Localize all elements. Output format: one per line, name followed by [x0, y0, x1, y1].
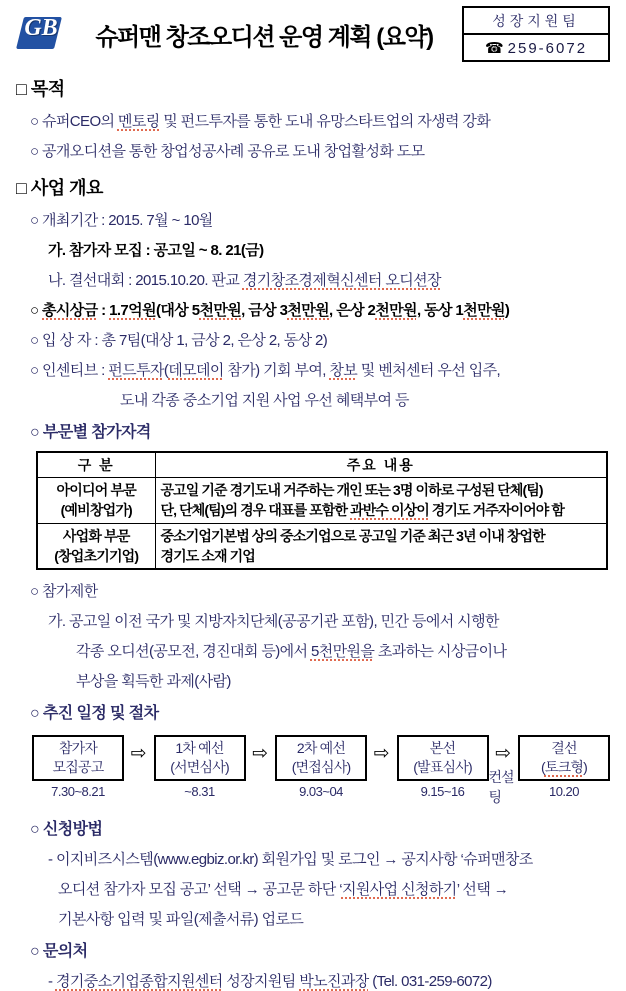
row2-category-line2: (창업초기기업) [54, 547, 139, 564]
restriction-line-2 [76, 640, 610, 661]
flow-stage-prelim2 [275, 735, 367, 799]
stage-line2 [156, 758, 244, 777]
stage-line1: 1차 예선 [175, 740, 224, 757]
stage-date: 9.15~16 [420, 783, 465, 799]
text-segment: 공고일 기준 경기도내 거주하는 개인 또는 3명 이하로 구성된 단체(팀) [160, 482, 543, 498]
table-row [37, 523, 607, 569]
stage-line2 [34, 758, 122, 777]
spellcheck-underlined-text: 천만원 [375, 302, 417, 319]
row2-category-line1: 사업화 부문 [62, 527, 130, 544]
page-title: 슈퍼맨 창조오디션 운영 계획 (요약) [95, 23, 433, 51]
flow-stage-box [275, 735, 367, 781]
text-segment: ○ 개최기간 : 2015. 7월 ~ 10월 [30, 212, 213, 229]
stage-line2 [277, 758, 365, 777]
text-segment: , 은상 2 [329, 302, 376, 319]
text-segment: ( [541, 759, 545, 776]
flow-arrow [367, 735, 397, 763]
text-segment: 기본사항 입력 및 파일(제출서류) 업로드 [58, 911, 304, 929]
restriction-line-3 [76, 670, 610, 691]
purpose-heading: □ 목적 [16, 79, 65, 99]
text-segment: ’ 선택 → [456, 881, 509, 899]
text-segment: 초과하는 시상금이나 [374, 643, 507, 661]
text-segment: 각종 오디션(공모전, 경진대회 등)에서 [76, 643, 311, 661]
phone-number: 259-6072 [507, 40, 588, 57]
row2-desc-line2 [161, 546, 602, 566]
table-header-category: 구 분 [37, 452, 155, 478]
flow-stage-box [32, 735, 124, 781]
text-segment: : [97, 302, 110, 319]
stage-date: 7.30~8.21 [51, 783, 105, 799]
text-segment: 경기도 거주자이어야 함 [428, 502, 565, 519]
overview-winners [30, 329, 610, 350]
text-segment: 모집공고 [52, 759, 104, 776]
text-segment: ( [163, 362, 169, 379]
overview-heading: □ 사업 개요 [16, 178, 103, 198]
spellcheck-underlined-text: 지원사업 신청하기 [341, 881, 457, 899]
text-segment: (발표심사) [413, 759, 472, 776]
text-segment: ) [583, 759, 587, 776]
overview-prize [30, 299, 610, 320]
right-arrow-icon: ⇨ [252, 743, 269, 765]
flow-arrow-consulting [489, 735, 519, 807]
stage-line1: 결선 [551, 740, 577, 757]
row1-category [37, 478, 155, 524]
purpose-item-1 [30, 110, 610, 131]
spellcheck-underlined-text: 토크형 [544, 759, 584, 776]
row1-desc-line2 [161, 500, 602, 520]
application-line-1 [48, 848, 610, 869]
flow-stage-prelim1 [154, 735, 246, 799]
application-heading: ○ 신청방법 [30, 821, 103, 839]
text-segment: ○ 슈퍼CEO의 [30, 113, 118, 130]
row1-category-line2: (예비창업가) [60, 502, 132, 519]
stage-line2 [399, 758, 487, 777]
spellcheck-underlined-text: 경기창조경제혁신센터 오디션장 [242, 272, 441, 289]
phone-icon: ☎ [484, 40, 504, 57]
spellcheck-underlined-text: 박노진과장 [299, 973, 369, 991]
spellcheck-underlined-text: 경기중소기업종합지원센터 [55, 973, 223, 991]
flow-arrow [124, 735, 154, 763]
text-segment: 및 벤처센터 우선 입주, [357, 362, 501, 379]
text-segment: ○ 공개오디션을 통한 창업성공사례 공유로 도내 창업활성화 도모 [30, 143, 425, 160]
row1-description [155, 478, 607, 524]
spellcheck-underlined-text: 총시상금 [42, 302, 98, 319]
text-segment: ○ 인센티브 : [30, 362, 109, 379]
phone-line [464, 35, 608, 60]
table-header-content: 주요 내용 [155, 452, 607, 478]
flow-stage-box [518, 735, 610, 781]
text-segment: - 이지비즈시스템(www.egbiz.or.kr) 회원가입 및 로그인 → 공지사항 ‘슈퍼맨창조 [48, 851, 533, 869]
text-segment: 오디션 참가자 모집 공고’ 선택 → 공고문 하단 ‘ [58, 881, 342, 899]
right-arrow-icon: ⇨ [373, 743, 390, 765]
text-segment: 단, 단체(팀)의 경우 대표를 포함한 [160, 502, 351, 519]
text-segment: - [48, 973, 56, 991]
flow-stage-recruit [32, 735, 124, 799]
table-row [37, 478, 607, 524]
text-segment: 부상을 획득한 과제(사람) [76, 673, 231, 691]
row2-desc-line1 [161, 526, 602, 546]
text-segment: 나. 결선대회 : 2015.10.20. 판교 [48, 272, 243, 289]
row1-category-line1: 아이디어 부문 [56, 482, 136, 498]
flow-stage-box [397, 735, 489, 781]
text-segment: 중소기업기본법 상의 중소기업으로 공고일 기준 최근 3년 이내 창업한 [160, 527, 545, 544]
text-segment: , 금상 3 [241, 302, 288, 319]
overview-incentive-2 [120, 389, 610, 410]
spellcheck-underlined-text: 멘토링 [117, 113, 160, 130]
contact-heading: ○ 문의처 [30, 943, 88, 961]
text-segment: (서면심사) [170, 759, 229, 776]
document-header [16, 6, 610, 62]
text-segment: 가. 참가자 모집 : 공고일 ~ 8. 21(금) [48, 242, 264, 259]
text-segment: ○ 참가제한 [30, 583, 98, 601]
gb-logo-text: GB [24, 15, 58, 41]
text-segment: 및 펀드투자를 통한 도내 유망스타트업의 자생력 강화 [159, 113, 491, 130]
row2-description [155, 523, 607, 569]
flow-arrow [246, 735, 276, 763]
text-segment: 경기도 소재 기업 [160, 547, 255, 564]
schedule-flow-diagram [32, 735, 610, 807]
text-segment: ○ 입 상 자 : 총 7팀(대상 1, 금상 2, 은상 2, 동상 2) [30, 332, 328, 349]
text-segment: 가. 공고일 이전 국가 및 지방자치단체(공공기관 포함), 민간 등에서 시행한 [48, 613, 499, 631]
row1-desc-line1 [161, 480, 602, 500]
purpose-item-2 [30, 140, 610, 161]
consulting-label: 컨설팅 [488, 769, 514, 806]
stage-line1: 본선 [429, 740, 456, 757]
flow-stage-main [397, 735, 489, 799]
flow-stage-box [154, 735, 246, 781]
team-name: 성장지원팀 [464, 8, 608, 35]
stage-date: 10.20 [548, 783, 580, 799]
spellcheck-underlined-text: 창보 [329, 362, 358, 379]
spellcheck-underlined-text: 천만원 [463, 302, 505, 319]
row2-category [37, 523, 155, 569]
stage-line1: 참가자 [58, 740, 98, 757]
gb-logo [16, 13, 66, 55]
contact-box [462, 6, 610, 62]
spellcheck-underlined-text: 5천만원을 [310, 643, 375, 661]
restriction-heading [30, 580, 610, 601]
text-segment: (면접심사) [291, 759, 351, 776]
right-arrow-icon: ⇨ [495, 743, 512, 765]
overview-recruit [48, 239, 610, 260]
restriction-line-1 [48, 610, 610, 631]
text-segment: ) [504, 302, 510, 319]
overview-final [48, 269, 610, 290]
stage-date: 9.03~04 [299, 783, 343, 799]
table-header-row [37, 452, 607, 478]
spellcheck-underlined-text: 데모데이 [168, 362, 224, 379]
overview-period [30, 209, 610, 230]
application-line-3 [58, 908, 610, 929]
application-line-2 [58, 878, 610, 899]
stage-line1: 2차 예선 [296, 740, 346, 757]
text-segment: ○ [30, 302, 43, 319]
qualification-heading: ○ 부문별 참가자격 [30, 424, 151, 441]
text-segment: 도내 각종 중소기업 지원 사업 우선 혜택부여 등 [120, 392, 409, 409]
text-segment: 성장지원팀 [222, 973, 300, 991]
text-segment: 참가) 기회 부여, [223, 362, 330, 379]
stage-line2 [520, 758, 608, 777]
spellcheck-underlined-text: 1.7억원 [109, 302, 156, 319]
text-segment: , 동상 1 [416, 302, 464, 319]
qualification-table [36, 451, 608, 570]
text-segment: (Tel. 031-259-6072) [368, 973, 492, 991]
stage-date: ~8.31 [184, 783, 215, 799]
spellcheck-underlined-text: 펀드투자 [108, 362, 164, 379]
spellcheck-underlined-text: 천만원 [199, 302, 242, 319]
overview-incentive-1 [30, 359, 610, 380]
spellcheck-underlined-text: 과반수 이상이 [350, 502, 429, 519]
contact-line-1 [48, 970, 610, 991]
spellcheck-underlined-text: 천만원 [287, 302, 330, 319]
schedule-heading: ○ 추진 일정 및 절차 [30, 705, 159, 723]
text-segment: (대상 5 [155, 302, 200, 319]
flow-stage-final [518, 735, 610, 799]
right-arrow-icon: ⇨ [130, 743, 147, 765]
